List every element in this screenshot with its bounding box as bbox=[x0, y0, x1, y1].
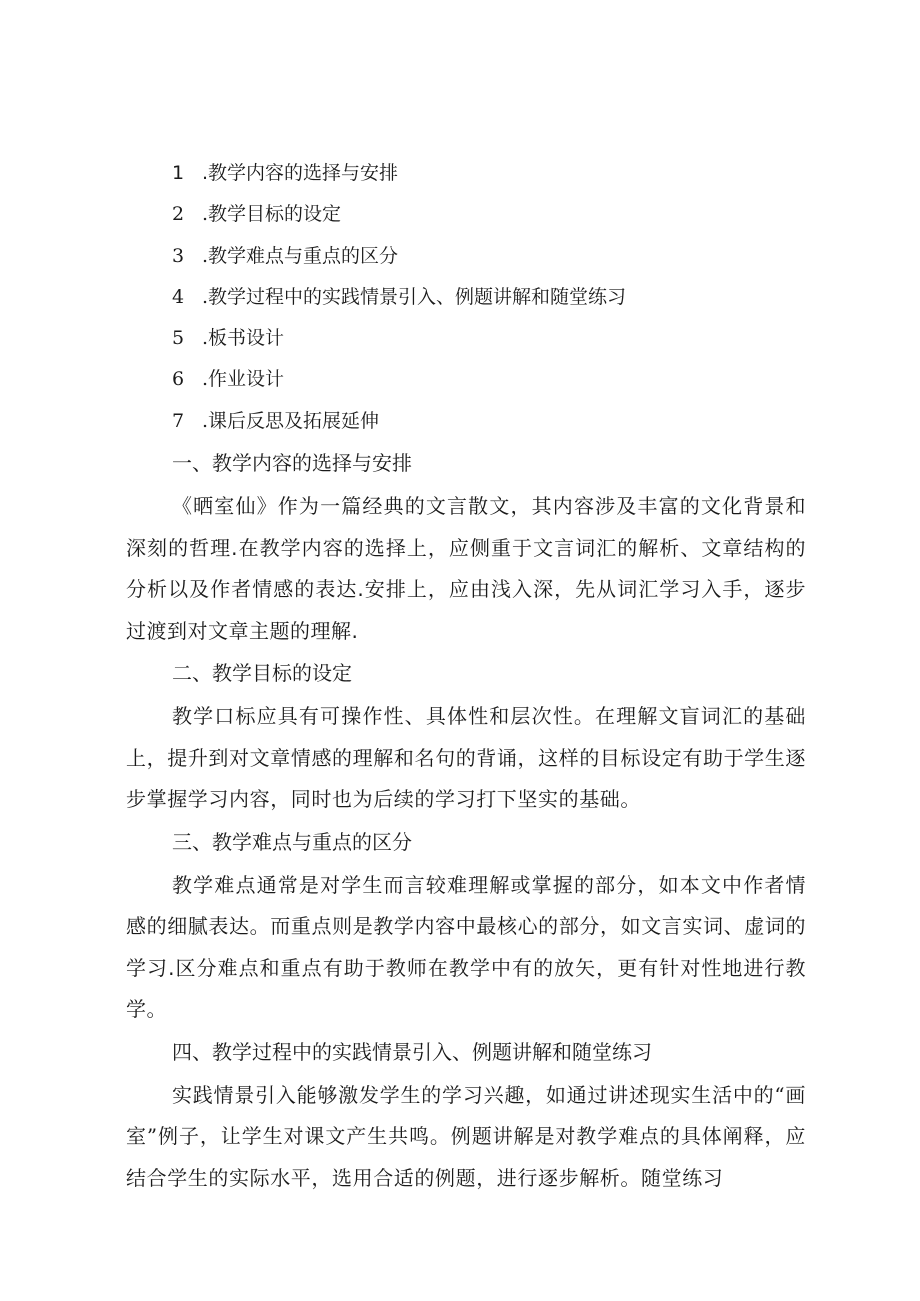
toc-item-number: 7 bbox=[172, 409, 185, 432]
section-heading-2: 二、教学目标的设定 bbox=[172, 661, 352, 685]
section-paragraph-1: 《晒室仙》作为一篇经典的文言散文，其内容涉及丰富的文化背景和深刻的哲理.在教学内容的选择上，应侧重于文言词汇的解析、文章结构的分析以及作者情感的表达.安排上，应由浅入深，先从词汇学习入手，逐步过渡到对文章主题的理解. bbox=[126, 494, 806, 643]
toc-item-text: .课后反思及拓展延伸 bbox=[202, 409, 380, 432]
toc-item-7 bbox=[172, 406, 772, 447]
toc-item-number: 6 bbox=[172, 368, 185, 391]
section-heading-4: 四、教学过程中的实践情景引入、例题讲解和随堂练习 bbox=[172, 1039, 652, 1064]
toc-item-3 bbox=[172, 241, 772, 282]
toc-item-number: 3 bbox=[172, 244, 185, 267]
section-heading-1: 一、教学内容的选择与安排 bbox=[172, 451, 412, 475]
toc-item-text: .教学难点与重点的区分 bbox=[202, 244, 399, 267]
toc-item-text: .作业设计 bbox=[202, 368, 285, 391]
toc-item-number: 2 bbox=[172, 203, 185, 226]
section-paragraph-2: 教学口标应具有可操作性、具体性和层次性。在理解文盲词汇的基础上，提升到对文章情感的理解和名句的背诵，这样的目标设定有助于学生逐步掌握学习内容，同时也为后续的学习打下坚实的基础。 bbox=[126, 704, 806, 811]
toc-item-text: .教学目标的设定 bbox=[202, 203, 342, 226]
toc-item-5 bbox=[172, 323, 772, 364]
toc-item-text: .教学内容的选择与安排 bbox=[202, 162, 399, 184]
section-paragraph-4: 实践情景引入能够激发学生的学习兴趣，如通过讲述现实生活中的“画室”例子，让学生对课文产生共鸣。例题讲解是对教学难点的具体阐释，应结合学生的实际水平，选用合适的例题，进行逐步解析。随堂练习 bbox=[126, 1082, 806, 1190]
toc-item-2 bbox=[172, 199, 772, 240]
toc-item-number: 4 bbox=[172, 285, 185, 308]
toc-item-1 bbox=[172, 158, 772, 199]
toc-item-number: 1 bbox=[172, 162, 185, 184]
section-paragraph-3: 教学难点通常是对学生而言较难理解或掌握的部分，如本文中作者情感的细腻表达。而重点则是教学内容中最核心的部分，如文言实词、虚词的学习.区分难点和重点有助于教师在教学中有的放矢，更有针对性地进行教学。 bbox=[126, 872, 806, 1021]
table-of-contents bbox=[172, 158, 772, 447]
section-heading-3: 三、教学难点与重点的区分 bbox=[172, 829, 412, 854]
toc-item-4 bbox=[172, 282, 772, 323]
toc-item-text: .教学过程中的实践情景引入、例题讲解和随堂练习 bbox=[202, 285, 627, 308]
toc-item-number: 5 bbox=[172, 327, 185, 350]
toc-item-text: .板书设计 bbox=[202, 327, 285, 350]
toc-item-6 bbox=[172, 364, 772, 405]
document-body bbox=[126, 445, 806, 1202]
